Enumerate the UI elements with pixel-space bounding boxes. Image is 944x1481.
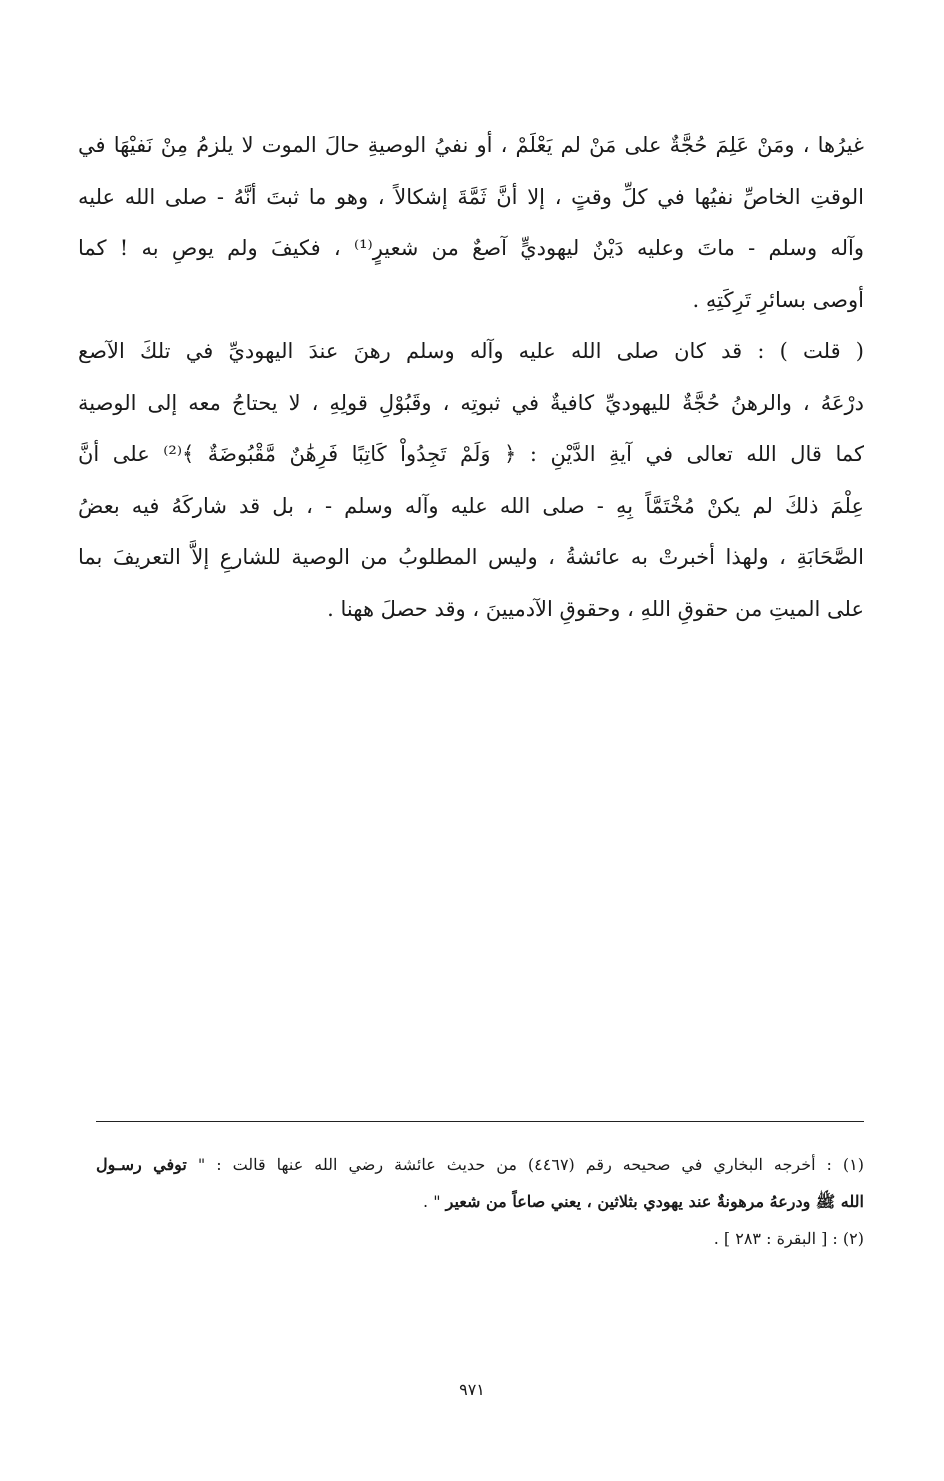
footnote-1-end: " . <box>423 1192 446 1211</box>
text-line: الوقتِ الخاصِّ نفيُها في كلِّ وقتٍ ، إلا أنَّ ثَمَّةَ إشكالاً ، وهو ما ثبتَ أنَّهُ - صلى الله عليه <box>78 184 864 209</box>
text-line: الصَّحَابَةِ ، ولهذا أخبرتْ به عائشةُ ، وليس المطلوبُ من الوصية للشارعِ إلاَّ التعريفَ بما <box>78 545 864 569</box>
text-line: عِلْمَ ذلكَ لم يكنْ مُخْتَمَّاً بِهِ - صلى الله عليه وآله وسلم - ، بل قد شاركَهُ فيه بعضُ <box>78 493 864 518</box>
text-line: على الميتِ من حقوقِ اللهِ ، وحقوقِ الآدميينَ ، وقد حصلَ ههنا . <box>327 596 864 621</box>
footnote-1-line-2 <box>96 1183 864 1220</box>
text-line: ( قلت ) : قد كان صلى الله عليه وآله وسلم رهنَ عندَ اليهوديِّ في تلكَ الآصع <box>78 339 864 363</box>
page-number: ٩٧١ <box>459 1380 485 1399</box>
footnote-separator <box>96 1121 864 1122</box>
footnote-1-quote: توفي رسـول <box>96 1155 187 1174</box>
paragraph-2 <box>78 326 864 635</box>
text-line: غيرُها ، ومَنْ عَلِمَ حُجَّةٌ على مَنْ لم يَعْلَمْ ، أو نفيُ الوصيةِ حالَ الموت لا يلزمُ مِنْ نَفيْهَا في <box>78 133 864 157</box>
main-text <box>78 120 864 635</box>
text-line: درْعَهُ ، والرهنُ حُجَّةٌ لليهوديِّ كافيةٌ في ثبوتِه ، وقَبُوْلِ قولِهِ ، لا يحتاجُ معه إلى الوصية <box>78 390 864 415</box>
text-line: كما قال الله تعالى في آيةِ الدَّيْنِ : ﴿ وَلَمْ تَجِدُواْ كَاتِبًا فَرِهَٰنٌ مَّقْبُوضَةٌ ﴾⁽²⁾ على أنَّ <box>78 442 864 466</box>
text-line: وآله وسلم - ماتَ وعليه دَيْنٌ ليهوديٍّ آصعٌ من شعيرٍ⁽¹⁾ ، فكيفَ ولم يوصِ به ! كما <box>78 236 864 260</box>
paragraph-1 <box>78 120 864 326</box>
footnotes <box>96 1146 864 1257</box>
text-line: أوصى بسائرِ تَرِكَتِهِ . <box>692 287 864 312</box>
footnote-1-text: (١) : أخرجه البخاري في صحيحه رقم (٤٤٦٧) من حديث عائشة رضي الله عنها قالت : " <box>197 1155 864 1174</box>
footnote-2: (٢) : [ البقرة : ٢٨٣ ] . <box>713 1229 864 1248</box>
footnote-1-quote-cont: الله ﷺ ودرعهُ مرهونةٌ عند يهودي بثلاثين ، يعني صاعاً من شعير <box>445 1192 864 1211</box>
footnote-1-line-1 <box>96 1146 864 1183</box>
